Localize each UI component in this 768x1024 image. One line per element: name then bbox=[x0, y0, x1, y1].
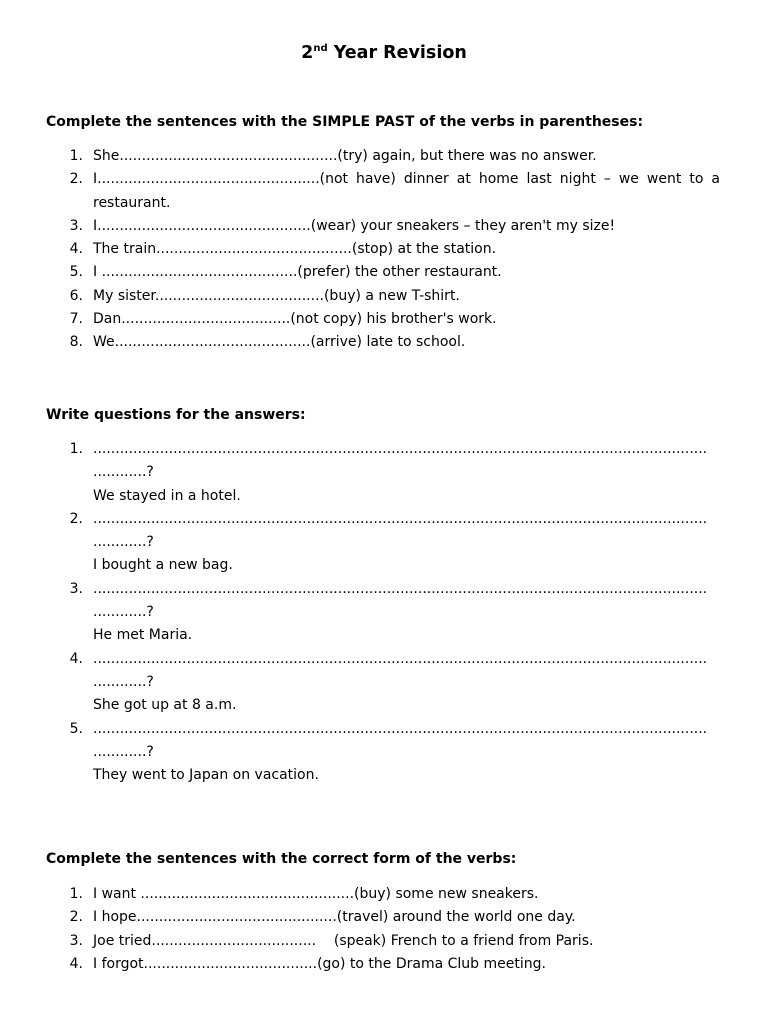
section2-list bbox=[46, 438, 720, 787]
answer-blank-end: ............? bbox=[93, 604, 154, 621]
list-item bbox=[46, 578, 720, 648]
list-item bbox=[46, 238, 720, 261]
section3-list bbox=[46, 883, 720, 976]
item-number: 2. bbox=[69, 171, 83, 188]
item-number: 1. bbox=[69, 148, 83, 164]
item-text: My sister......................................(buy) a new T-shirt. bbox=[93, 287, 460, 304]
answer-blank-line: .......................................................................................................................................... bbox=[93, 720, 708, 737]
given-answer: She got up at 8 a.m. bbox=[93, 697, 237, 714]
list-item bbox=[46, 438, 720, 508]
title-number: 2 bbox=[301, 43, 314, 63]
given-answer: They went to Japan on vacation. bbox=[93, 767, 319, 784]
item-text: I ............................................(prefer) the other restaurant. bbox=[93, 264, 502, 281]
list-item bbox=[46, 261, 720, 284]
title-text: Year Revision bbox=[327, 43, 467, 63]
item-number: 8. bbox=[69, 334, 83, 351]
answer-blank-end: ............? bbox=[93, 534, 154, 551]
list-item bbox=[46, 215, 720, 238]
item-number: 5. bbox=[69, 720, 83, 737]
item-number: 4. bbox=[69, 241, 83, 258]
item-text: I hope.............................................(travel) around the world one day. bbox=[93, 909, 576, 926]
item-text: The train............................................(stop) at the station. bbox=[93, 241, 497, 258]
item-number: 4. bbox=[69, 650, 83, 667]
list-item bbox=[46, 648, 720, 718]
answer-blank-line: .......................................................................................................................................... bbox=[93, 580, 708, 597]
item-number: 3. bbox=[69, 580, 83, 597]
answer-blank-line: .......................................................................................................................................... bbox=[93, 441, 708, 457]
list-item bbox=[46, 331, 720, 354]
item-text: I................................................(wear) your sneakers – they aren't my size! bbox=[93, 217, 616, 234]
given-answer: He met Maria. bbox=[93, 627, 193, 644]
item-number: 3. bbox=[69, 217, 83, 234]
section1-list bbox=[46, 145, 720, 355]
section1-heading: Complete the sentences with the SIMPLE PAST of the verbs in parentheses: bbox=[46, 114, 644, 130]
answer-blank-line: .......................................................................................................................................... bbox=[93, 650, 708, 667]
item-text: I..................................................(not have) dinner at home last night – we went to a restaurant. bbox=[93, 171, 720, 211]
list-item bbox=[46, 308, 720, 331]
list-item bbox=[46, 953, 720, 976]
item-number: 1. bbox=[69, 441, 83, 457]
answer-blank-line: .......................................................................................................................................... bbox=[93, 510, 708, 527]
answer-blank-end: ............? bbox=[93, 673, 154, 690]
given-answer: We stayed in a hotel. bbox=[93, 487, 241, 504]
list-item bbox=[46, 508, 720, 578]
item-number: 2. bbox=[69, 909, 83, 926]
list-item bbox=[46, 285, 720, 308]
list-item bbox=[46, 883, 720, 906]
item-text: Dan......................................(not copy) his brother's work. bbox=[93, 311, 497, 328]
item-number: 6. bbox=[69, 287, 83, 304]
given-answer: I bought a new bag. bbox=[93, 557, 233, 574]
item-text: I want ................................................(buy) some new sneakers. bbox=[93, 886, 539, 902]
list-item bbox=[46, 906, 720, 929]
item-number: 3. bbox=[69, 932, 83, 949]
list-item bbox=[46, 930, 720, 953]
item-number: 4. bbox=[69, 955, 83, 972]
item-text: We............................................(arrive) late to school. bbox=[93, 334, 466, 351]
item-number: 1. bbox=[69, 886, 83, 902]
answer-blank-end: ............? bbox=[93, 743, 154, 760]
section3-heading: Complete the sentences with the correct form of the verbs: bbox=[46, 851, 517, 867]
list-item bbox=[46, 168, 720, 215]
list-item bbox=[46, 145, 720, 168]
page-title bbox=[0, 42, 768, 64]
item-text: She.................................................(try) again, but there was no answer. bbox=[93, 148, 597, 164]
item-number: 2. bbox=[69, 510, 83, 527]
title-ordinal-suffix: nd bbox=[313, 43, 328, 54]
item-number: 7. bbox=[69, 311, 83, 328]
section2-heading: Write questions for the answers: bbox=[46, 407, 306, 423]
item-text: I forgot.......................................(go) to the Drama Club meeting. bbox=[93, 955, 546, 972]
list-item bbox=[46, 718, 720, 788]
item-number: 5. bbox=[69, 264, 83, 281]
item-text: Joe tried..................................... (speak) French to a friend from Paris. bbox=[93, 932, 594, 949]
answer-blank-end: ............? bbox=[93, 464, 154, 481]
